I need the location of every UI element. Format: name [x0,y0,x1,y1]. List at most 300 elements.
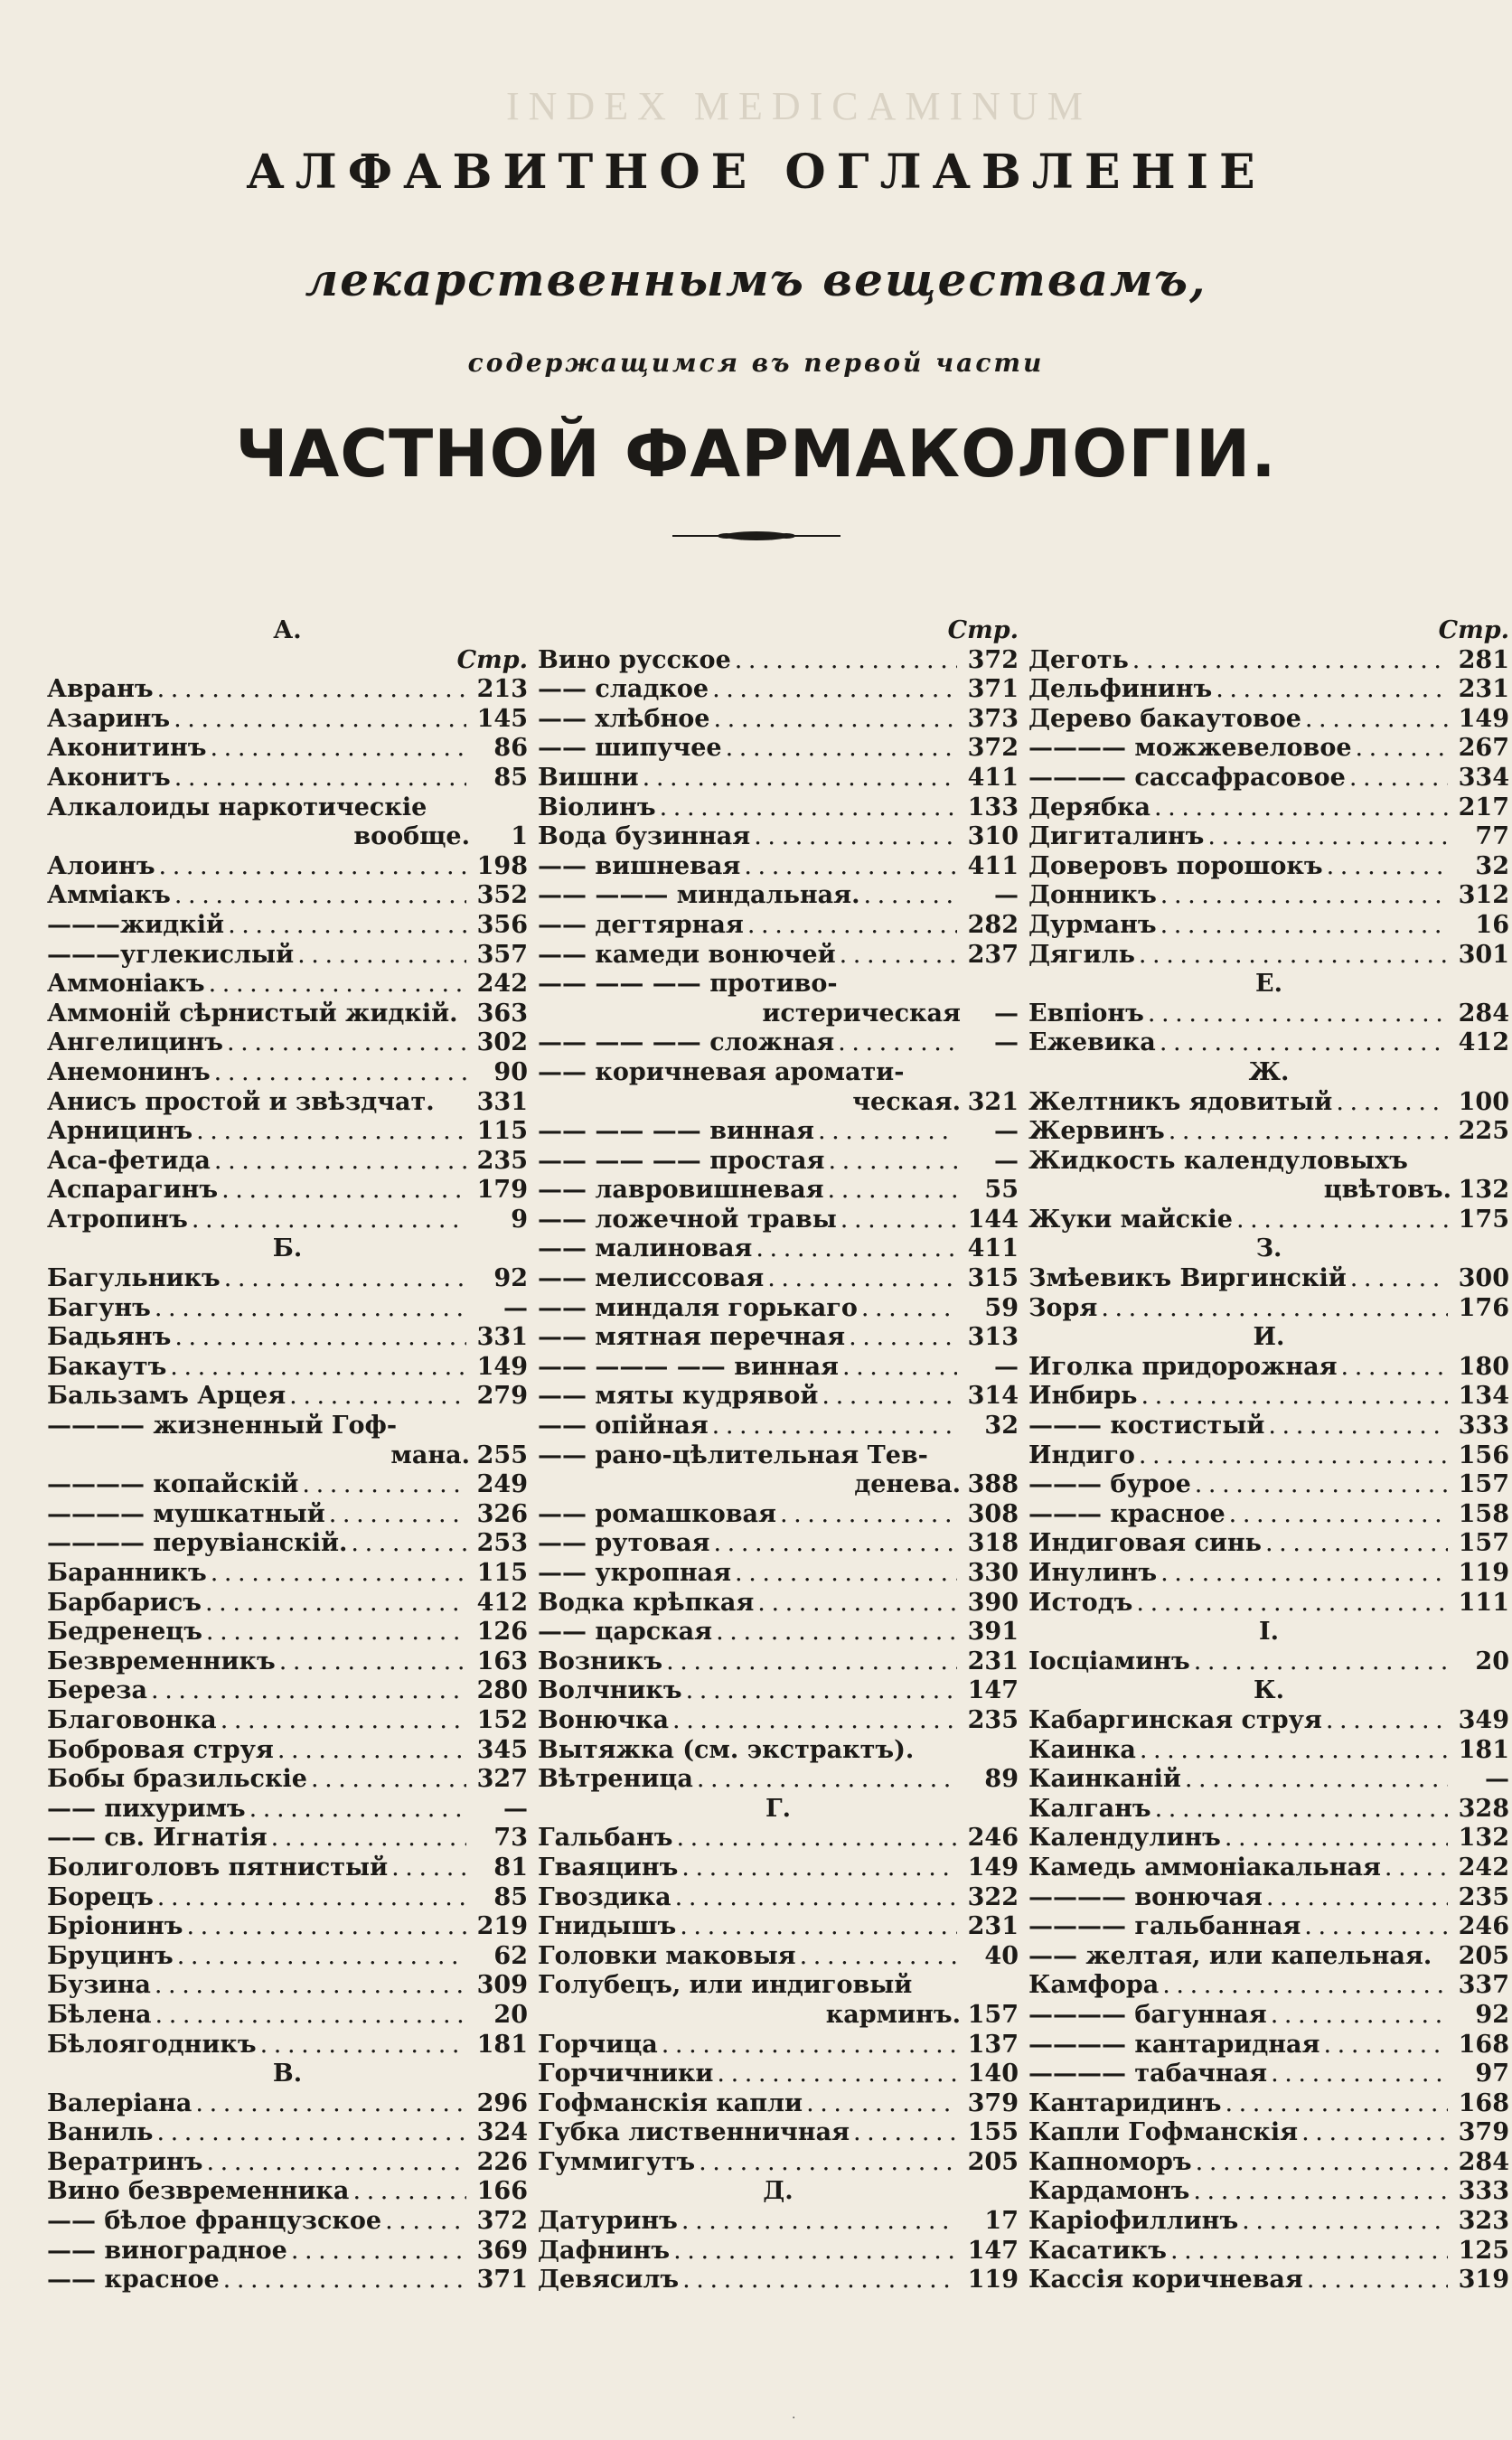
index-entry [1028,1736,1509,1766]
dot-leader [780,1500,957,1530]
section-letter-text: Д. [763,2177,794,2206]
entry-page-number: 281 [1458,645,1509,674]
index-entry [47,852,528,882]
dot-leader [838,1028,957,1058]
entry-name: Иголка придорожная [1028,1352,1338,1381]
entry-name: ———— мушкатный [47,1499,325,1528]
entry-page-number: 217 [1458,793,1509,821]
dot-leader [699,2148,957,2178]
dot-leader [1350,1264,1448,1294]
dot-leader [757,1589,957,1619]
entry-name: Вѣтреница [538,1765,693,1794]
entry-name: Бѣлена [47,2000,152,2029]
index-entry [1028,1559,1509,1589]
entry-name: Арницинъ [47,1117,193,1146]
dot-leader [1136,1589,1448,1619]
entry-name: Барбарисъ [47,1588,202,1617]
entry-page-number: 231 [967,1912,1019,1941]
dot-leader [735,1559,957,1589]
index-entry [47,1765,528,1795]
entry-page-number: 246 [967,1824,1019,1853]
dot-leader [214,1147,466,1177]
dot-leader [214,1058,466,1088]
entry-name: Бѣлоягодникъ [47,2030,257,2059]
entry-page-number: 89 [984,1765,1019,1794]
entry-name: Авранъ [47,675,154,704]
entry-page-number: — [1485,1765,1509,1794]
index-entry [1028,1441,1509,1471]
dot-leader [1229,1500,1448,1530]
entry-name: цвѣтовъ. [1323,1176,1451,1205]
section-letter-text: А. [273,616,302,644]
index-entry [538,1529,1019,1559]
index-entry [47,764,528,793]
section-letter [538,1795,1019,1825]
entry-name: Кантаридинъ [1028,2088,1222,2117]
index-entry [1028,2266,1509,2295]
entry-page-number: 279 [476,1382,528,1411]
index-entry [47,1264,528,1294]
entry-name: Дафнинъ [538,2236,671,2265]
index-entry [47,822,528,852]
dot-leader [1323,2031,1448,2060]
dot-leader [1341,1353,1448,1383]
dot-leader [840,941,957,971]
dot-leader [291,2237,466,2266]
dot-leader [174,705,466,735]
section-letter-text: Б. [272,1234,303,1263]
entry-page-number: 32 [984,1412,1019,1441]
dot-leader [726,734,957,764]
index-entry [538,2148,1019,2178]
index-entry [1028,999,1509,1029]
dot-leader [351,1529,466,1559]
index-entry [538,1736,1019,1766]
dot-leader [1160,1028,1448,1058]
index-entry [1028,1529,1509,1559]
entry-name: Истодъ [1028,1588,1133,1617]
index-entry [1028,1706,1509,1736]
entry-page-number: 372 [967,734,1019,763]
index-entry [47,705,528,735]
entry-name: Гнидышъ [538,1912,677,1941]
index-entry [538,793,1019,823]
index-entry [1028,1853,1509,1883]
index-entry [1028,2031,1509,2060]
section-letter [1028,1676,1509,1706]
entry-name: Вишни [538,763,639,792]
index-entry [1028,793,1509,823]
index-entry [538,734,1019,764]
entry-name: —— —— —— простая [538,1146,825,1175]
entry-page-number: 32 [1475,851,1509,880]
index-entry [47,1736,528,1766]
index-entry [47,1058,528,1088]
index-entry [538,822,1019,852]
entry-name: Дельфининъ [1028,675,1213,704]
entry-name: —— мятная перечная [538,1323,846,1352]
entry-name: ———— сассафрасовое [1028,763,1346,792]
entry-name: Гвоздика [538,1882,671,1911]
entry-page-number: 322 [967,1882,1019,1911]
dot-leader [864,881,958,911]
entry-page-number: — [994,881,1019,910]
dot-leader [157,675,466,705]
entry-page-number: 326 [476,1499,528,1528]
section-letter-text: Е. [1255,970,1282,999]
dot-leader [209,970,466,999]
entry-name: Инулинъ [1028,1559,1158,1587]
index-entry [538,1147,1019,1177]
dot-leader [156,2118,466,2148]
entry-page-number: 144 [967,1205,1019,1234]
dot-leader [735,646,957,676]
index-entry [1028,2089,1509,2119]
dot-leader [1327,852,1448,882]
dot-leader [1140,1736,1448,1766]
entry-name: Доверовъ порошокъ [1028,851,1323,880]
dot-leader [818,1117,957,1147]
entry-page-number: 17 [984,2207,1019,2236]
index-entry [1028,1117,1509,1147]
entry-page-number: 391 [967,1618,1019,1647]
entry-name: Баранникъ [47,1559,207,1587]
dot-leader [1305,705,1448,735]
entry-name: Бакаутъ [47,1352,167,1381]
entry-page-number: 324 [476,2118,528,2147]
entry-page-number: 198 [476,851,528,880]
entry-page-number: 181 [1458,1735,1509,1764]
index-entry [1028,1470,1509,1500]
entry-page-number: 372 [967,645,1019,674]
section-letter-text: В. [272,2060,303,2088]
entry-page-number: 308 [967,1499,1019,1528]
entry-name: —— виноградное [47,2236,287,2265]
entry-name: ———— багунная [1028,2000,1267,2029]
index-entry [538,1353,1019,1383]
entry-page-number: 92 [1475,2000,1509,2029]
index-entry [538,1589,1019,1619]
dot-leader [716,1618,957,1647]
entry-page-number: 168 [1458,2030,1509,2059]
entry-name: Жервинъ [1028,1117,1165,1146]
entry-name: Вино безвременника [47,2177,350,2206]
dot-leader [311,1765,466,1795]
dot-leader [174,764,466,793]
entry-page-number: 313 [967,1323,1019,1352]
entry-name: Горчичники [538,2060,714,2088]
dot-leader [297,941,466,971]
dot-leader [1155,1795,1448,1825]
index-entry [47,2001,528,2031]
entry-name: Жуки майскіе [1028,1205,1233,1234]
entry-page-number: 237 [967,940,1019,969]
entry-name: Девясилъ [538,2266,680,2295]
index-entry [1028,1795,1509,1825]
entry-name: Амміакъ [47,881,171,910]
index-entry [538,2001,1019,2031]
index-entry [538,1765,1019,1795]
entry-name: Дерябка [1028,793,1151,821]
entry-name: Камедь аммоніакальная [1028,1853,1381,1882]
dot-leader [228,911,466,941]
index-entry [538,1500,1019,1530]
dot-leader [828,1147,957,1177]
entry-page-number: 62 [493,1941,528,1970]
index-entry [1028,2207,1509,2237]
index-entry [538,2266,1019,2295]
entry-name: Желтникъ ядовитый [1028,1087,1333,1116]
entry-name: ческая. [852,1087,961,1116]
entry-name: Вонючка [538,1705,670,1734]
section-letter [47,1234,528,1264]
entry-name: —— дегтярная [538,910,744,939]
entry-name: Губка лиственничная [538,2118,850,2147]
dot-leader [1141,1382,1448,1412]
entry-page-number: 349 [1458,1705,1509,1734]
entry-page-number: 213 [476,675,528,704]
dot-leader [224,1264,466,1294]
index-entry [538,1647,1019,1677]
index-entry [1028,881,1509,911]
entry-page-number: 411 [967,763,1019,792]
index-entry [47,941,528,971]
dot-leader [672,1706,957,1736]
dot-leader [697,1765,957,1795]
dot-leader [206,2148,466,2178]
entry-page-number: 156 [1458,1441,1509,1469]
entry-name: Багунъ [47,1293,151,1322]
entry-name: Деготь [1028,645,1129,674]
entry-name: ———— табачная [1028,2060,1268,2088]
entry-name: Каинка [1028,1735,1136,1764]
dot-leader [1148,999,1448,1029]
dot-leader [1304,1912,1448,1942]
show-through-text: INDEX MEDICAMINUM [506,84,1092,128]
index-column-3 [1028,616,1509,2295]
section-letter [1028,1618,1509,1647]
entry-name: ———жидкій [47,910,225,939]
index-entry [47,1412,528,1441]
dot-leader [227,1028,466,1058]
index-entry [1028,1500,1509,1530]
dot-leader [1216,675,1448,705]
entry-name: Горчица [538,2030,658,2059]
entry-name: Индиго [1028,1441,1135,1469]
entry-page-number: 328 [1458,1794,1509,1823]
entry-page-number: 330 [967,1559,1019,1587]
index-entry [1028,2237,1509,2266]
title-line-1: АЛФАВИТНОЕ ОГЛАВЛЕНІЕ [246,145,1266,200]
entry-name: —— —— —— винная [538,1117,814,1146]
index-entry [1028,1647,1509,1677]
dot-leader [682,2266,957,2295]
index-entry [538,1971,1019,2001]
section-letter-text: Ж. [1248,1057,1290,1086]
entry-name: —— ромашковая [538,1499,776,1528]
dot-leader [744,852,957,882]
index-entry [538,675,1019,705]
entry-page-number: 373 [967,704,1019,733]
index-entry [1028,2060,1509,2089]
entry-name: Гуммигутъ [538,2147,696,2176]
section-letter [1028,970,1509,999]
dot-leader [260,2031,466,2060]
entry-name: Дягиль [1028,940,1135,969]
entry-page-number: 132 [1458,1824,1509,1853]
entry-page-number: 331 [476,1323,528,1352]
index-entry [1028,734,1509,764]
index-entry [47,1028,528,1058]
entry-name: ———углекислый [47,940,295,969]
dot-leader [211,1559,466,1589]
entry-page-number: 152 [476,1705,528,1734]
dot-leader [249,1795,466,1825]
title-line-3: содержащимся въ первой части [467,348,1045,378]
index-entry [47,2237,528,2266]
entry-page-number: 181 [476,2030,528,2059]
dot-leader [756,1234,957,1264]
entry-page-number: 356 [476,910,528,939]
entry-page-number: 333 [1458,2177,1509,2206]
dot-leader [155,1294,466,1324]
index-entry [47,1795,528,1825]
dot-leader [192,1206,466,1235]
entry-name: Калганъ [1028,1794,1151,1823]
entry-name: —— хлѣбное [538,704,710,733]
entry-name: Алкалоиды наркотическіе [47,793,427,821]
page-column-header [47,646,528,676]
dot-leader [714,1529,957,1559]
entry-name: Вино русское [538,645,731,674]
entry-page-number: 246 [1458,1912,1509,1941]
index-entry [47,2148,528,2178]
entry-page-number: 132 [1458,1176,1509,1205]
index-entry [47,1589,528,1619]
entry-page-number: 235 [967,1705,1019,1734]
index-entry [538,881,1019,911]
page-column-header-text: Стр. [1438,616,1509,644]
entry-page-number: 20 [1475,1647,1509,1675]
entry-page-number: — [503,1794,528,1823]
dot-leader [1268,1412,1448,1441]
dot-leader [352,2177,466,2207]
entry-page-number: 163 [476,1647,528,1675]
dot-leader [747,911,957,941]
entry-name: ———— жизненный Гоф- [47,1412,398,1441]
entry-name: Каріофиллинъ [1028,2207,1239,2236]
index-entry [538,2089,1019,2119]
index-entry [1028,675,1509,705]
entry-page-number: 411 [967,1234,1019,1263]
entry-name: Болиголовъ пятнистый [47,1853,389,1882]
entry-page-number: — [503,1293,528,1322]
index-entry [538,1058,1019,1088]
entry-page-number: 137 [967,2030,1019,2059]
entry-page-number: 16 [1475,910,1509,939]
entry-name: —— рутовая [538,1529,710,1558]
entry-name: ——— красное [1028,1499,1226,1528]
index-entry [47,1824,528,1853]
section-letter [1028,1234,1509,1264]
dot-leader [155,1971,466,2001]
index-entry [538,1676,1019,1706]
dot-leader [159,852,466,882]
entry-name: ———— кантаридная [1028,2030,1320,2059]
entry-page-number: 411 [967,851,1019,880]
entry-name: —— красное [47,2266,220,2295]
dot-leader [1225,1824,1448,1853]
entry-page-number: 77 [1475,822,1509,851]
entry-page-number: 205 [1458,1941,1509,1970]
entry-name: Датуринъ [538,2207,678,2236]
dot-leader [1265,1529,1448,1559]
entry-name: Аконитинъ [47,734,207,763]
entry-page-number: 157 [1458,1529,1509,1558]
dot-leader [1301,2118,1448,2148]
entry-page-number: 412 [1458,1028,1509,1057]
index-entry [47,2031,528,2060]
entry-page-number: 97 [1475,2060,1509,2088]
entry-page-number: 175 [1458,1205,1509,1234]
dot-leader [1160,1559,1448,1589]
entry-name: Аса-фетида [47,1146,211,1175]
index-entry [47,1441,528,1471]
dot-leader [1242,2207,1448,2237]
index-entry [538,999,1019,1029]
dot-leader [1132,646,1448,676]
dot-leader [195,2089,466,2119]
dot-leader [841,1206,957,1235]
index-entry [47,881,528,911]
entry-name: Береза [47,1676,148,1705]
dot-leader [211,734,466,764]
entry-name: Віолинъ [538,793,656,821]
dot-leader [1236,1206,1448,1235]
entry-page-number: 86 [493,734,528,763]
index-column-2 [538,616,1019,2295]
entry-name: —— —— —— сложная [538,1028,835,1057]
index-entry [538,1206,1019,1235]
entry-name: —— ложечной травы [538,1205,837,1234]
index-entry [47,1706,528,1736]
index-entry [1028,941,1509,971]
entry-name: —— царская [538,1618,713,1647]
section-letter-text: Г. [765,1794,792,1823]
entry-page-number: 55 [984,1176,1019,1205]
index-entry [47,1618,528,1647]
entry-page-number: 179 [476,1176,528,1205]
entry-page-number: — [994,1352,1019,1381]
section-letter [47,616,528,646]
dot-leader [712,675,957,705]
dot-leader [155,2001,466,2031]
entry-name: Кабаргинская струя [1028,1705,1322,1734]
entry-name: Благовонка [47,1705,217,1734]
entry-page-number: 318 [967,1529,1019,1558]
entry-page-number: 90 [493,1057,528,1086]
entry-page-number: 388 [967,1470,1019,1499]
entry-name: Аспарагинъ [47,1176,219,1205]
entry-name: Бальзамъ Арцея [47,1382,286,1411]
entry-page-number: 158 [1458,1499,1509,1528]
entry-name: истерическая [762,999,961,1028]
entry-name: Возникъ [538,1647,663,1675]
entry-page-number: 140 [967,2060,1019,2088]
entry-page-number: 312 [1458,881,1509,910]
dot-leader [643,764,957,793]
entry-page-number: — [994,1146,1019,1175]
